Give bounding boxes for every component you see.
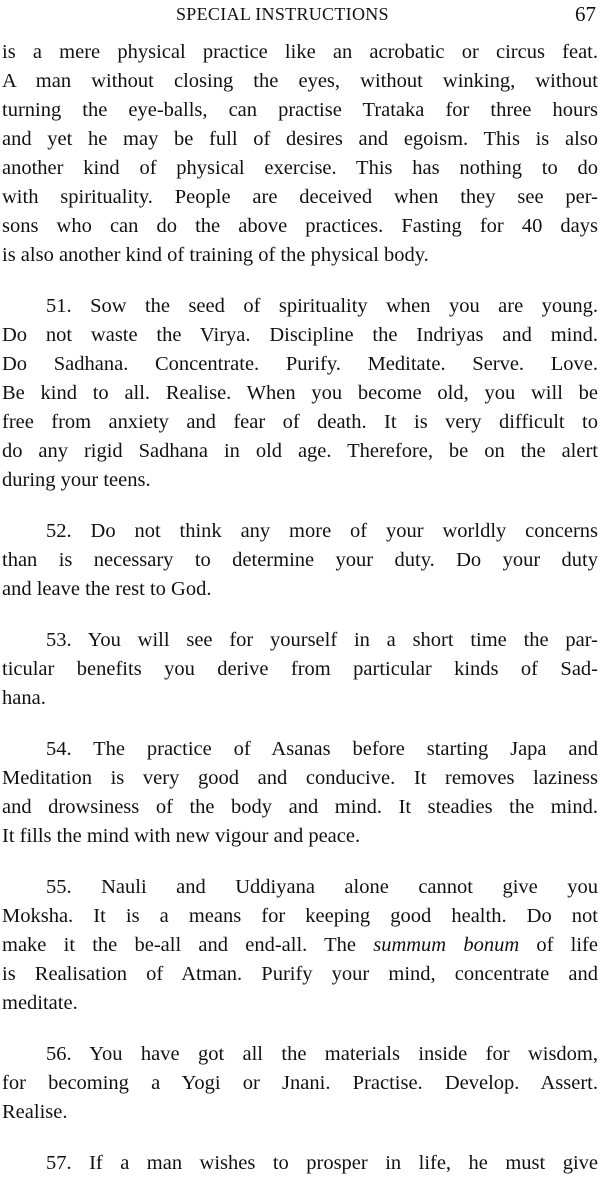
paragraph-55 (2, 873, 598, 1018)
text-line: 55. Nauli and Uddiyana alone cannot give you (46, 876, 598, 898)
text-line: ticular benefits you derive from particular kinds of Sad- (2, 658, 598, 680)
text-line: with spirituality. People are deceived when they see per- (2, 186, 598, 208)
paragraph-56 (2, 1040, 598, 1127)
text-line: and drowsiness of the body and mind. It steadies the mind. (2, 796, 598, 818)
text-line: do any rigid Sadhana in old age. Therefore, be on the alert (2, 440, 598, 462)
text-line: meditate. (2, 992, 78, 1014)
text-line: Be kind to all. Realise. When you become old, you will be (2, 382, 598, 404)
paragraph-continuation (2, 38, 598, 270)
running-header (0, 2, 600, 26)
text-line: another kind of physical exercise. This has nothing to do (2, 157, 598, 179)
text-line: hana. (2, 687, 46, 709)
text-line: 53. You will see for yourself in a short time the par- (46, 629, 598, 651)
text-line: is also another kind of training of the physical body. (2, 244, 429, 266)
text-line: Realise. (2, 1101, 68, 1123)
text-line: sons who can do the above practices. Fasting for 40 days (2, 215, 598, 237)
text-line: free from anxiety and fear of death. It is very difficult to (2, 411, 598, 433)
text-line-with-italic (2, 931, 598, 960)
body-text (2, 38, 598, 1200)
text-line: and yet he may be full of desires and egoism. This is also (2, 128, 598, 150)
text-line: 56. You have got all the materials inside for wisdom, (46, 1043, 598, 1065)
text-line: Do not waste the Virya. Discipline the Indriyas and mind. (2, 324, 598, 346)
text-line: Do Sadhana. Concentrate. Purify. Meditate. Serve. Love. (2, 353, 598, 375)
italic-phrase: summum bonum (373, 934, 520, 956)
text-line: during your teens. (2, 469, 151, 491)
paragraph-51 (2, 292, 598, 495)
paragraph-54 (2, 735, 598, 851)
paragraph-52 (2, 517, 598, 604)
paragraph-53 (2, 626, 598, 713)
paragraph-57 (2, 1149, 598, 1178)
page-number: 67 (575, 2, 596, 26)
text-line: 51. Sow the seed of spirituality when you are young. (46, 295, 598, 317)
text-line: Meditation is very good and conducive. It removes laziness (2, 767, 598, 789)
text-line: turning the eye-balls, can practise Trataka for three hours (2, 99, 598, 121)
text-line: 57. If a man wishes to prosper in life, he must give (46, 1152, 598, 1174)
text-line: and leave the rest to God. (2, 578, 212, 600)
text-line: for becoming a Yogi or Jnani. Practise. Develop. Assert. (2, 1072, 598, 1094)
text-line: Moksha. It is a means for keeping good health. Do not (2, 905, 598, 927)
text-segment: make it the be-all and end-all. The (2, 934, 374, 956)
text-line: is Realisation of Atman. Purify your mind, concentrate and (2, 963, 598, 985)
text-line: than is necessary to determine your duty. Do your duty (2, 549, 598, 571)
text-line: A man without closing the eyes, without winking, without (2, 70, 598, 92)
text-line: 54. The practice of Asanas before starting Japa and (46, 738, 598, 760)
text-segment: of life (519, 934, 598, 956)
text-line: It fills the mind with new vigour and peace. (2, 825, 361, 847)
text-line: is a mere physical practice like an acrobatic or circus feat. (2, 41, 598, 63)
text-line: 52. Do not think any more of your worldly concerns (46, 520, 598, 542)
chapter-title: SPECIAL INSTRUCTIONS (176, 4, 389, 24)
